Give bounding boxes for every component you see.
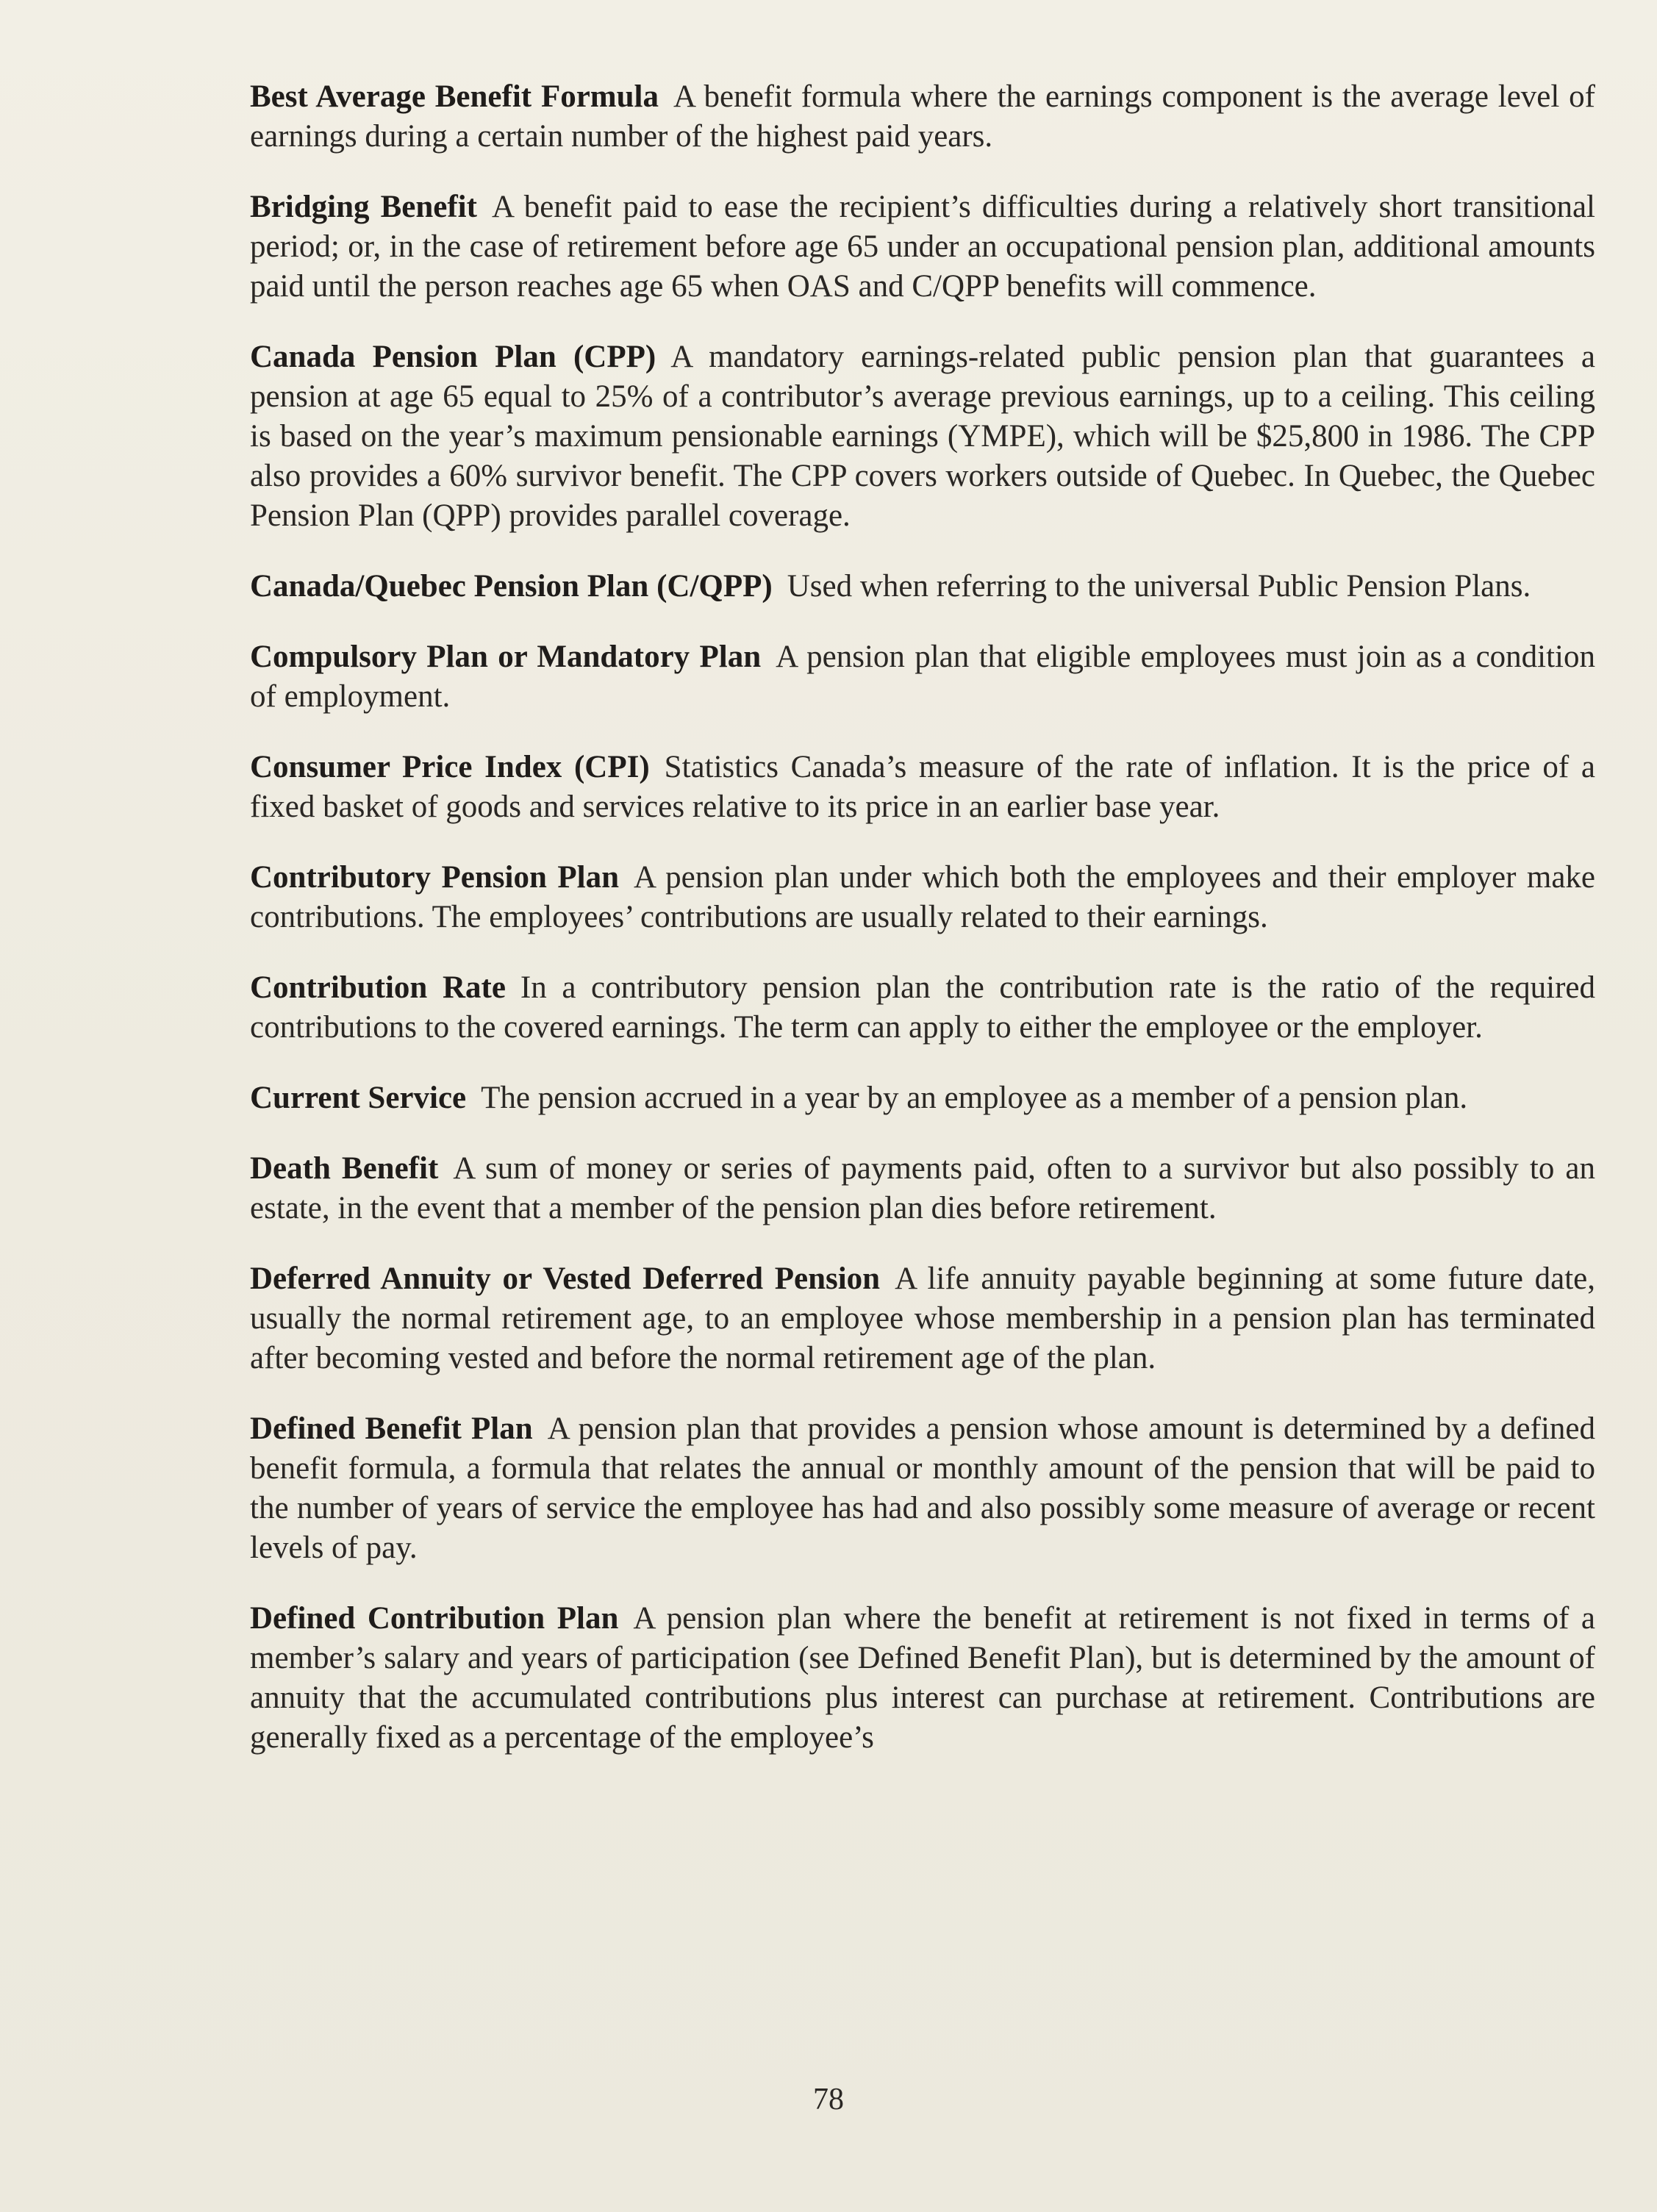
glossary-term: Canada Pension Plan (CPP)	[250, 340, 656, 374]
glossary-entry	[250, 1149, 1595, 1228]
glossary-term: Current Service	[250, 1081, 467, 1115]
glossary-term: Bridging Benefit	[250, 190, 477, 224]
glossary-definition: Statistics Canada’s measure of the rate of inflation. It is the price of a fixed basket of goods and services relative to its price in an earlier base year.	[250, 750, 1595, 824]
glossary-definition: A pension plan that provides a pension whose amount is determined by a defined benefit formula, a formula that relates the annual or monthly amount of the pension that will be paid to the number of years of service the employee has had and also possibly some measure of average or recent levels of pay.	[250, 1411, 1595, 1565]
glossary-entry	[250, 748, 1595, 827]
glossary-definition: A life annuity payable beginning at some future date, usually the normal retirement age, to an employee whose membership in a pension plan has terminated after becoming vested and before the normal retirement age of the plan.	[250, 1261, 1595, 1375]
glossary-definition: A mandatory earnings-related public pension plan that guarantees a pension at age 65 equal to 25% of a contributor’s average previous earnings, up to a ceiling. This ceiling is based on the year’s maximum pensionable earnings (YMPE), which will be $25,800 in 1986. The CPP also provides a 60% survivor benefit. The CPP covers workers outside of Quebec. In Quebec, the Quebec Pension Plan (QPP) provides parallel coverage.	[250, 340, 1595, 533]
glossary-definition: The pension accrued in a year by an employee as a member of a pension plan.	[481, 1081, 1468, 1115]
glossary-term: Defined Benefit Plan	[250, 1411, 533, 1446]
glossary-term: Canada/Quebec Pension Plan (C/QPP)	[250, 569, 773, 604]
glossary-definition: A sum of money or series of payments paid, often to a survivor but also possibly to an estate, in the event that a member of the pension plan dies before retirement.	[250, 1151, 1595, 1225]
glossary-definition: A pension plan that eligible employees must join as a condition of employment.	[250, 640, 1595, 714]
glossary-definition: A benefit formula where the earnings component is the average level of earnings during a certain number of the highest paid years.	[250, 79, 1595, 154]
glossary-definition: In a contributory pension plan the contribution rate is the ratio of the required contributions to the covered earnings. The term can apply to either the employee or the employer.	[250, 970, 1595, 1045]
glossary-entry	[250, 187, 1595, 307]
glossary-entry	[250, 1259, 1595, 1378]
glossary-definition: Used when referring to the universal Public Pension Plans.	[787, 569, 1531, 604]
glossary-entry	[250, 858, 1595, 937]
glossary-entries	[250, 77, 1595, 1789]
glossary-definition: A benefit paid to ease the recipient’s difficulties during a relatively short transitional period; or, in the case of retirement before age 65 under an occupational pension plan, additional amounts paid until the person reaches age 65 when OAS and C/QPP benefits will commence.	[250, 190, 1596, 304]
glossary-entry	[250, 77, 1595, 157]
glossary-term: Defined Contribution Plan	[250, 1601, 619, 1636]
glossary-entry	[250, 1078, 1595, 1118]
glossary-definition: A pension plan under which both the employees and their employer make contributions. The employees’ contributions are usually related to their earnings.	[250, 860, 1596, 934]
glossary-term: Consumer Price Index (CPI)	[250, 750, 650, 784]
glossary-term: Death Benefit	[250, 1151, 439, 1186]
glossary-entry	[250, 1409, 1595, 1568]
glossary-term: Compulsory Plan or Mandatory Plan	[250, 640, 762, 674]
glossary-definition: A pension plan where the benefit at retirement is not fixed in terms of a member’s salary and years of participation (see Defined Benefit Plan), but is determined by the amount of annuity that the accumulated contributions plus interest can purchase at retirement. Contributions are generally fixed as a percentage of the employee’s	[250, 1601, 1596, 1755]
glossary-entry	[250, 567, 1595, 606]
glossary-entry	[250, 337, 1595, 536]
glossary-entry	[250, 1599, 1595, 1758]
glossary-term: Deferred Annuity or Vested Deferred Pension	[250, 1261, 881, 1296]
glossary-term: Contribution Rate	[250, 970, 506, 1005]
page-number: 78	[813, 2083, 844, 2116]
glossary-entry	[250, 968, 1595, 1048]
glossary-term: Best Average Benefit Formula	[250, 79, 659, 114]
glossary-entry	[250, 637, 1595, 717]
glossary-term: Contributory Pension Plan	[250, 860, 620, 895]
